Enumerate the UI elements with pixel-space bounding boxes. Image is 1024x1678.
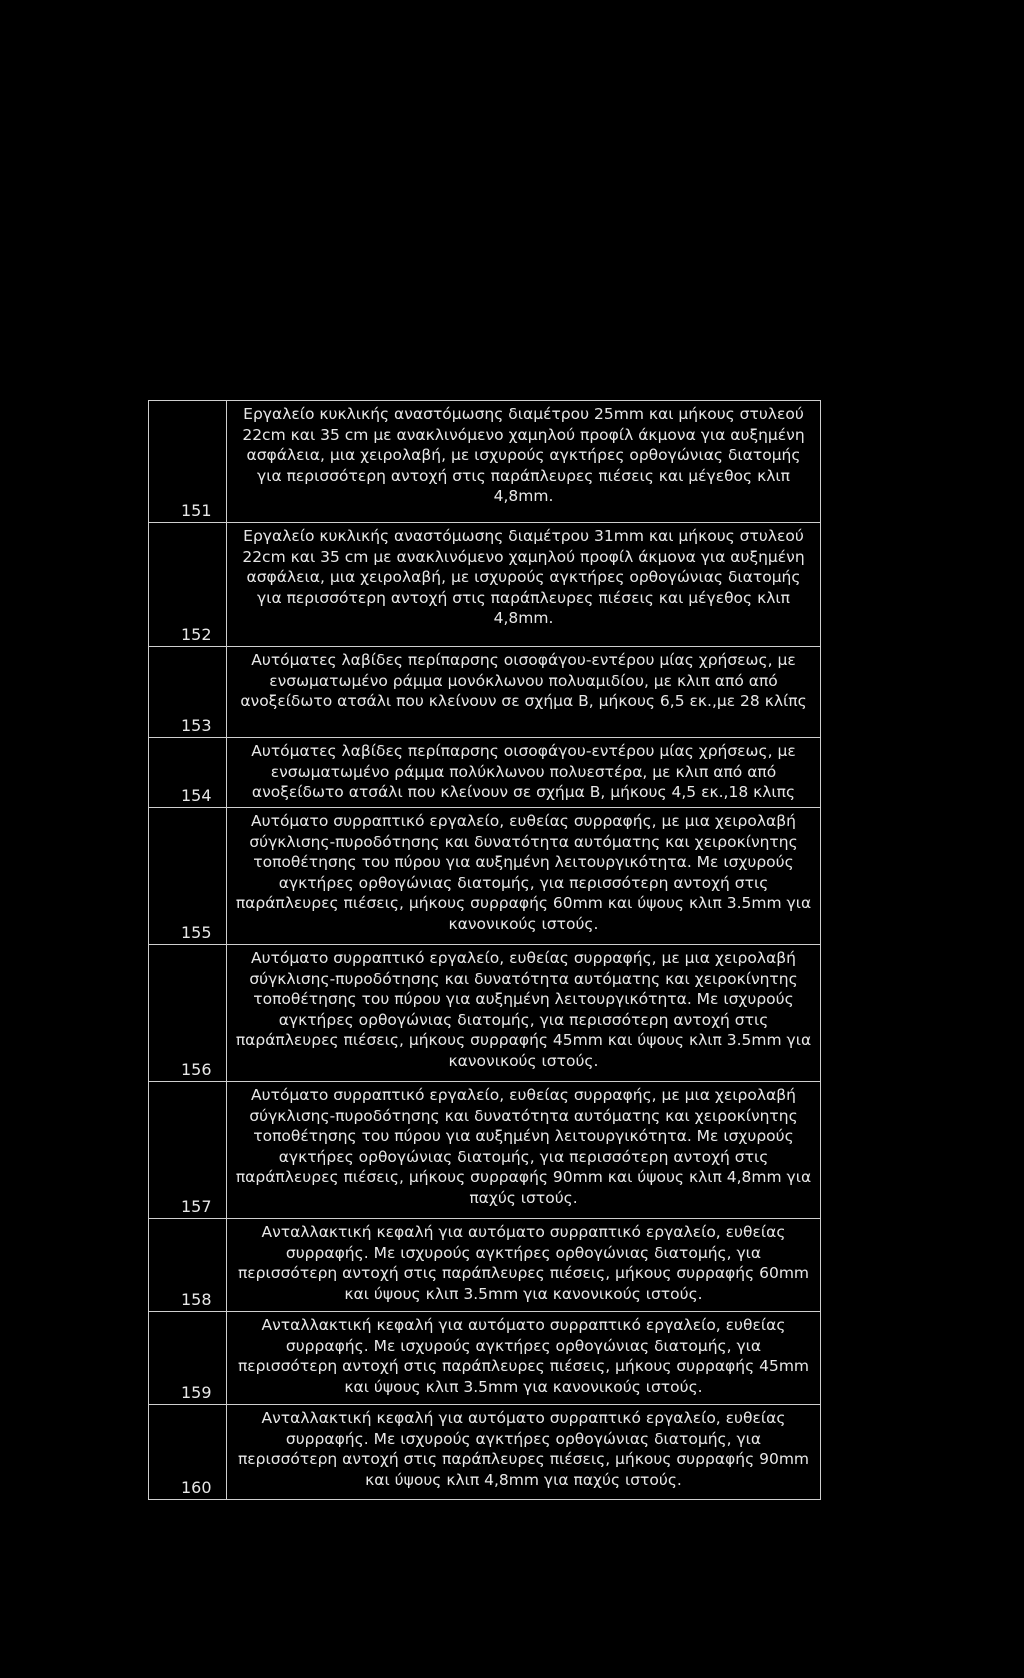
item-number: 157 bbox=[149, 1082, 227, 1219]
item-number: 153 bbox=[149, 647, 227, 738]
item-description: Αυτόματο συρραπτικό εργαλείο, ευθείας συρραφής, με μια χειρολαβή σύγκλισης-πυροδότησης και δυνατότητα αυτόματης και χειροκίνητης τοποθέτησης του πύρου για αυξημένη λειτουργικότητα. Με ισχυρούς αγκτήρες ορθογώνιας διατομής, για περισσότερη αντοχή στις παράπλευρες πιέσεις, μήκους συρραφής 45mm και ύψους κλιπ 3.5mm για κανονικούς ιστούς. bbox=[227, 945, 821, 1082]
table-row bbox=[149, 401, 821, 523]
item-number: 152 bbox=[149, 523, 227, 647]
item-description: Ανταλλακτική κεφαλή για αυτόματο συρραπτικό εργαλείο, ευθείας συρραφής. Με ισχυρούς αγκτήρες ορθογώνιας διατομής, για περισσότερη αντοχή στις παράπλευρες πιέσεις, μήκους συρραφής 60mm και ύψους κλιπ 3.5mm για κανονικούς ιστούς. bbox=[227, 1219, 821, 1312]
item-number: 151 bbox=[149, 401, 227, 523]
item-description: Εργαλείο κυκλικής αναστόμωσης διαμέτρου 25mm και μήκους στυλεού 22cm και 35 cm με ανακλινόμενο χαμηλού προφίλ άκμονα για αυξημένη ασφάλεια, μια χειρολαβή, με ισχυρούς αγκτήρες ορθογώνιας διατομής για περισσότερη αντοχή στις παράπλευρες πιέσεις και μέγεθος κλιπ 4,8mm. bbox=[227, 401, 821, 523]
item-description: Αυτόματο συρραπτικό εργαλείο, ευθείας συρραφής, με μια χειρολαβή σύγκλισης-πυροδότησης και δυνατότητα αυτόματης και χειροκίνητης τοποθέτησης του πύρου για αυξημένη λειτουργικότητα. Με ισχυρούς αγκτήρες ορθογώνιας διατομής, για περισσότερη αντοχή στις παράπλευρες πιέσεις, μήκους συρραφής 90mm και ύψους κλιπ 4,8mm για παχύς ιστούς. bbox=[227, 1082, 821, 1219]
table-row bbox=[149, 1405, 821, 1500]
table-row bbox=[149, 647, 821, 738]
item-description: Αυτόματο συρραπτικό εργαλείο, ευθείας συρραφής, με μια χειρολαβή σύγκλισης-πυροδότησης και δυνατότητα αυτόματης και χειροκίνητης τοποθέτησης του πύρου για αυξημένη λειτουργικότητα. Με ισχυρούς αγκτήρες ορθογώνιας διατομής, για περισσότερη αντοχή στις παράπλευρες πιέσεις, μήκους συρραφής 60mm και ύψους κλιπ 3.5mm για κανονικούς ιστούς. bbox=[227, 808, 821, 945]
item-number: 159 bbox=[149, 1312, 227, 1405]
item-number: 155 bbox=[149, 808, 227, 945]
table-row bbox=[149, 1219, 821, 1312]
item-description: Ανταλλακτική κεφαλή για αυτόματο συρραπτικό εργαλείο, ευθείας συρραφής. Με ισχυρούς αγκτήρες ορθογώνιας διατομής, για περισσότερη αντοχή στις παράπλευρες πιέσεις, μήκους συρραφής 90mm και ύψους κλιπ 4,8mm για παχύς ιστούς. bbox=[227, 1405, 821, 1500]
item-description: Αυτόματες λαβίδες περίπαρσης οισοφάγου-εντέρου μίας χρήσεως, με ενσωματωμένο ράμμα μονόκλωνου πολυαμιδίου, με κλιπ από από ανοξείδωτο ατσάλι που κλείνουν σε σχήμα Β, μήκους 6,5 εκ.,με 28 κλίπς bbox=[227, 647, 821, 738]
item-number: 160 bbox=[149, 1405, 227, 1500]
table-row bbox=[149, 1082, 821, 1219]
table-row bbox=[149, 738, 821, 808]
item-description: Ανταλλακτική κεφαλή για αυτόματο συρραπτικό εργαλείο, ευθείας συρραφής. Με ισχυρούς αγκτήρες ορθογώνιας διατομής, για περισσότερη αντοχή στις παράπλευρες πιέσεις, μήκους συρραφής 45mm και ύψους κλιπ 3.5mm για κανονικούς ιστούς. bbox=[227, 1312, 821, 1405]
item-number: 158 bbox=[149, 1219, 227, 1312]
product-spec-table bbox=[148, 400, 821, 1500]
item-description: Αυτόματες λαβίδες περίπαρσης οισοφάγου-εντέρου μίας χρήσεως, με ενσωματωμένο ράμμα πολύκλωνου πολυεστέρα, με κλιπ από από ανοξείδωτο ατσάλι που κλείνουν σε σχήμα Β, μήκους 4,5 εκ.,18 κλιπς bbox=[227, 738, 821, 808]
item-number: 156 bbox=[149, 945, 227, 1082]
spec-table-body bbox=[149, 401, 821, 1500]
table-row bbox=[149, 523, 821, 647]
table-row bbox=[149, 1312, 821, 1405]
item-number: 154 bbox=[149, 738, 227, 808]
item-description: Εργαλείο κυκλικής αναστόμωσης διαμέτρου 31mm και μήκους στυλεού 22cm και 35 cm με ανακλινόμενο χαμηλού προφίλ άκμονα για αυξημένη ασφάλεια, μια χειρολαβή, με ισχυρούς αγκτήρες ορθογώνιας διατομής για περισσότερη αντοχή στις παράπλευρες πιέσεις και μέγεθος κλιπ 4,8mm. bbox=[227, 523, 821, 647]
table-row bbox=[149, 808, 821, 945]
table-row bbox=[149, 945, 821, 1082]
